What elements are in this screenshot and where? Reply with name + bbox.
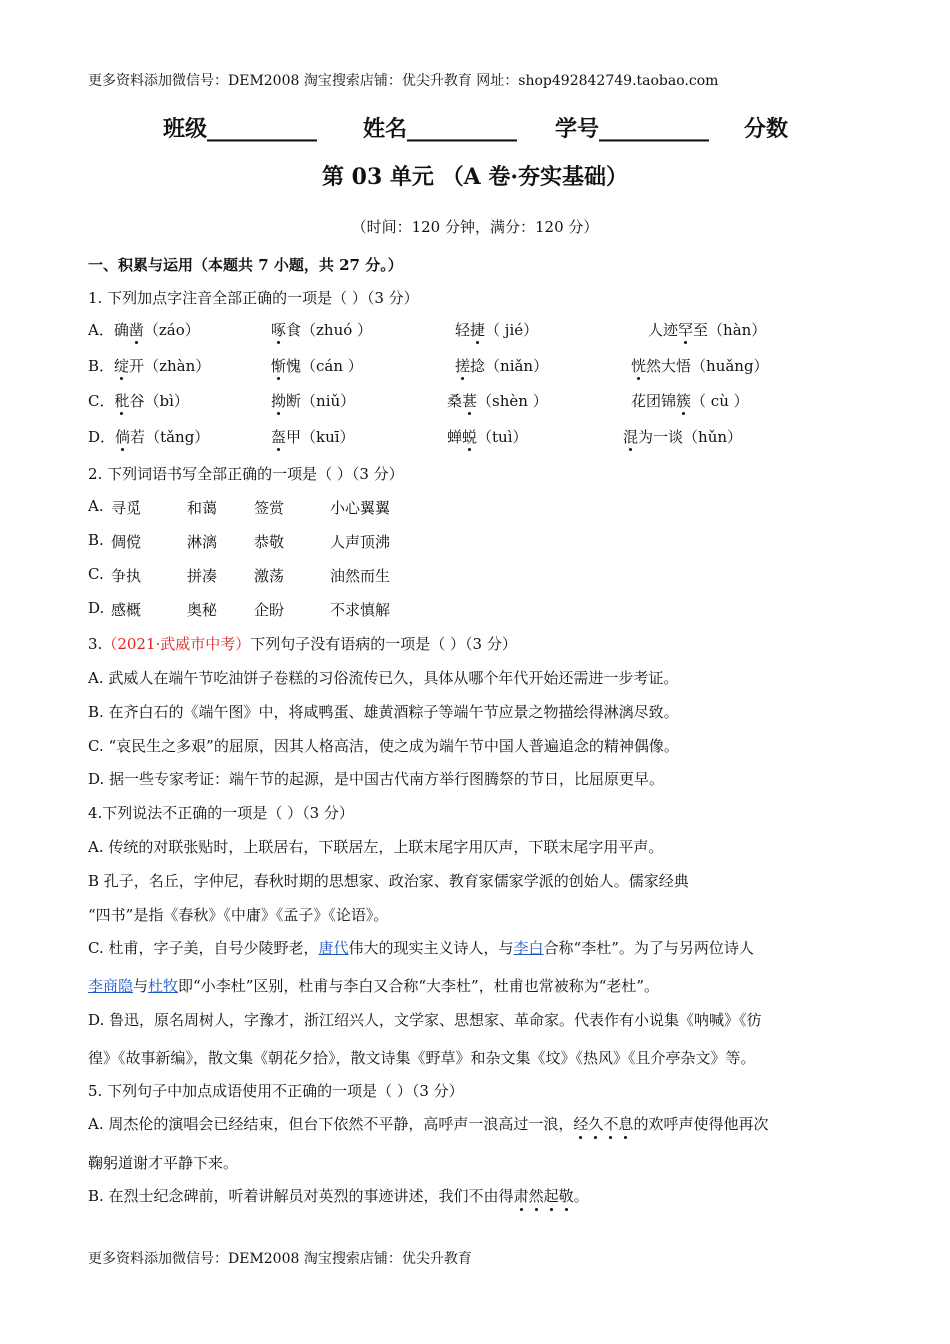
q2-option-b-word: 人声顶沸	[330, 533, 391, 551]
q3-option-a: A. 武威人在端午节吃油饼子卷糕的习俗流传已久，具体从哪个年代开始还需进一步考证。	[88, 669, 679, 687]
q3-option-d: D. 据一些专家考证：端午节的起源，是中国古代南方举行图腾祭的节日，比屈原更早。	[88, 770, 665, 788]
score-field: 分数	[744, 116, 789, 142]
q2-option-a-word: 签赏	[254, 499, 285, 517]
q2-option-b-word: 淋漓	[187, 533, 218, 551]
q2-option-c-word: 争执	[111, 567, 142, 585]
q2-option-c-word: 油然而生	[330, 567, 391, 585]
q3-option-b: B. 在齐白石的《端午图》中，将咸鸭蛋、雄黄酒粽子等端午节应景之物描绘得淋漓尽致。	[88, 703, 679, 721]
q1-option-a-word3: 轻捷（ jié）	[455, 321, 539, 339]
class-field: 班级__________	[163, 116, 318, 142]
page-header: 更多资料添加微信号：DEM2008 淘宝搜索店铺：优尖升教育 网址：shop492842749.taobao.com	[88, 73, 719, 89]
question-2-stem: 2. 下列词语书写全部正确的一项是（ ）（3 分）	[88, 465, 404, 483]
q1-option-c-word3: 桑葚（shèn ）	[447, 392, 548, 410]
q1-option-b-word4: 恍然大悟（huǎng）	[631, 357, 769, 375]
question-5-stem: 5. 下列句子中加点成语使用不正确的一项是（ ）（3 分）	[88, 1082, 464, 1100]
page-footer: 更多资料添加微信号：DEM2008 淘宝搜索店铺：优尖升教育	[88, 1251, 472, 1267]
q2-option-c-letter: C.	[88, 565, 104, 583]
q1-option-a: A．确凿（záo）	[88, 321, 200, 339]
q1-option-d-word4: 混为一谈（hǔn）	[623, 428, 743, 446]
q2-option-c-word: 拼凑	[187, 567, 218, 585]
q2-option-c-word: 激荡	[254, 567, 285, 585]
link-li-bai[interactable]: 李白	[513, 939, 544, 957]
q1-option-c-word4: 花团锦簇（ cù ）	[631, 392, 749, 410]
q2-option-b-letter: B.	[88, 531, 104, 549]
q2-option-a-word: 小心翼翼	[330, 499, 391, 517]
link-tang-dynasty[interactable]: 唐代	[318, 939, 349, 957]
q5-option-b: B. 在烈士纪念碑前，听着讲解员对英烈的事迹讲述，我们不由得肃然起敬。	[88, 1187, 589, 1205]
student-id-field: 学号__________	[555, 116, 710, 142]
question-1-stem: 1. 下列加点字注音全部正确的一项是（ ）（3 分）	[88, 289, 419, 307]
q2-option-d-letter: D.	[88, 599, 105, 617]
q2-option-d-word: 奥秘	[187, 601, 218, 619]
q2-option-d-word: 感概	[111, 601, 142, 619]
q4-option-b: B 孔子，名丘，字仲尼，春秋时期的思想家、政治家、教育家儒家学派的创始人。儒家经典	[88, 872, 689, 890]
q4-option-a: A. 传统的对联张贴时，上联居右，下联居左，上联末尾字用仄声，下联末尾字用平声。	[88, 838, 664, 856]
q2-option-a-letter: A.	[88, 497, 104, 515]
name-field: 姓名__________	[363, 116, 518, 142]
q1-option-d-word3: 蝉蜕（tuì）	[447, 428, 528, 446]
q5-option-a-cont: 鞠躬道谢才平静下来。	[88, 1154, 239, 1172]
q1-option-c-word2: 拗断（niǔ）	[271, 392, 356, 410]
question-4-stem: 4.下列说法不正确的一项是（ ）（3 分）	[88, 804, 354, 822]
link-li-shangyin[interactable]: 李商隐	[88, 977, 134, 995]
q3-option-c: C. “哀民生之多艰”的屈原，因其人格高洁，使之成为端午节中国人普遍追念的精神偶像。	[88, 737, 679, 755]
q1-option-b-word2: 惭愧（cán ）	[271, 357, 363, 375]
question-3-stem: 3.（2021·武威市中考）下列句子没有语病的一项是（ ）（3 分）	[88, 635, 517, 653]
q1-option-a-word2: 啄食（zhuó ）	[271, 321, 373, 339]
question-3-source: （2021·武威市中考）	[102, 635, 251, 653]
q2-option-b-word: 倜傥	[111, 533, 142, 551]
q2-option-a-word: 寻觅	[111, 499, 142, 517]
q1-option-d-word2: 盔甲（kuī）	[271, 428, 355, 446]
q1-option-d: D．倘若（tǎng）	[88, 428, 210, 446]
q4-option-b-cont: “四书”是指《春秋》《中庸》《孟子》《论语》。	[88, 906, 389, 924]
q1-option-c: C．秕谷（bì）	[88, 392, 189, 410]
q1-option-b: B．绽开（zhàn）	[88, 357, 211, 375]
page-title: 第 03 单元 （A 卷·夯实基础）	[322, 164, 628, 190]
q2-option-d-word: 企盼	[254, 601, 285, 619]
link-du-mu[interactable]: 杜牧	[148, 977, 179, 995]
q1-option-b-word3: 搓捻（niǎn）	[455, 357, 549, 375]
q2-option-b-word: 恭敬	[254, 533, 285, 551]
q4-option-d: D. 鲁迅，原名周树人，字豫才，浙江绍兴人，文学家、思想家、革命家。代表作有小说集《呐喊》《彷	[88, 1011, 762, 1029]
q1-option-a-word4: 人迹罕至（hàn）	[648, 321, 767, 339]
q5-option-a: A. 周杰伦的演唱会已经结束，但台下依然不平静，高呼声一浪高过一浪，经久不息的欢呼声使得他再次	[88, 1115, 769, 1133]
section-heading: 一、积累与运用（本题共 7 小题，共 27 分。）	[88, 256, 403, 274]
q4-option-c: C. 杜甫，字子美，自号少陵野老，唐代伟大的现实主义诗人，与李白合称“李杜”。为了与另两位诗人	[88, 939, 754, 957]
time-info: （时间：120 分钟，满分：120 分）	[351, 218, 599, 236]
q4-option-c-cont: 李商隐与杜牧即“小李杜”区别，杜甫与李白又合称“大李杜”，杜甫也常被称为“老杜”。	[88, 977, 660, 995]
q4-option-d-cont: 徨》《故事新编》，散文集《朝花夕拾》，散文诗集《野草》和杂文集《坟》《热风》《且介亭杂文》等。	[88, 1049, 756, 1067]
q2-option-d-word: 不求慎解	[330, 601, 391, 619]
q2-option-a-word: 和蔼	[187, 499, 218, 517]
